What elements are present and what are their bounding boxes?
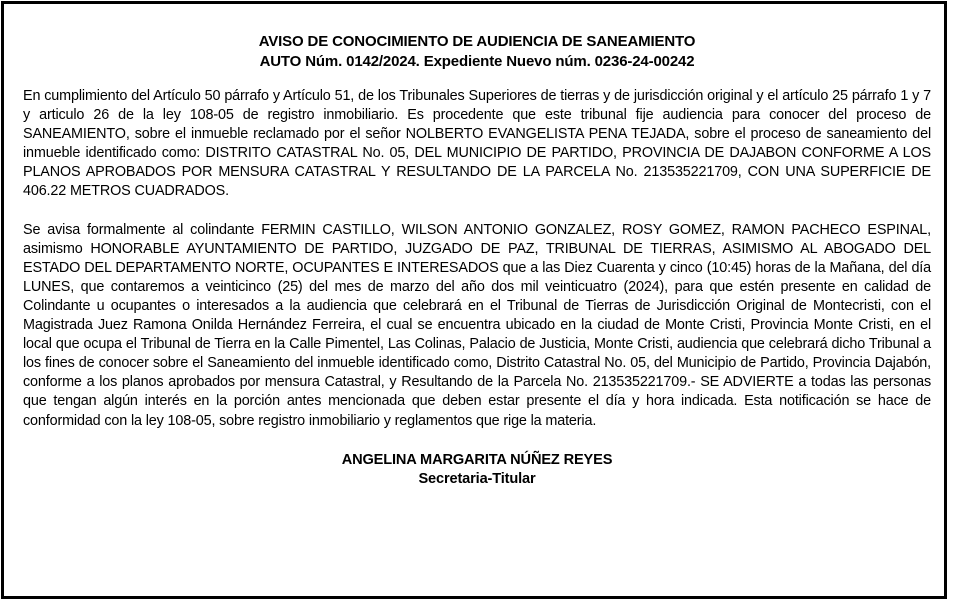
- notice-paragraph-1: En cumplimiento del Artículo 50 párrafo y Artículo 51, de los Tribunales Superiores de tierras y de jurisdicción original y el artículo 25 párrafo 1 y 7 y articulo 26 de la ley 108-05 de registro inmobiliario. Es procedente que este tribunal fije audiencia para conocer del proceso de SANEAMIENTO, sobre el inmueble reclamado por el señor NOLBERTO EVANGELISTA PENA TEJADA, sobre el proceso de saneamiento del inmueble identificado como: DISTRITO CATASTRAL No. 05, DEL MUNICIPIO DE PARTIDO, PROVINCIA DE DAJABON CONFORME A LOS PLANOS APROBADOS POR MENSURA CATASTRAL Y RESULTANDO DE LA PARCELA No. 213535221709, CON UNA SUPERFICIE DE 406.22 METROS CUADRADOS.: [23, 88, 931, 200]
- notice-content: [23, 32, 931, 489]
- notice-title-line-1: AVISO DE CONOCIMIENTO DE AUDIENCIA DE SANEAMIENTO: [258, 33, 696, 50]
- signatory-title: Secretaria-Titular: [418, 470, 536, 487]
- signatory-name: ANGELINA MARGARITA NÚÑEZ REYES: [341, 451, 613, 468]
- notice-title-line-2: AUTO Núm. 0142/2024. Expediente Nuevo núm. 0236-24-00242: [259, 53, 695, 70]
- notice-title: [23, 32, 931, 72]
- notice-paragraph-2: Se avisa formalmente al colindante FERMIN CASTILLO, WILSON ANTONIO GONZALEZ, ROSY GOMEZ, RAMON PACHECO ESPINAL, asimismo HONORABLE AYUNTAMIENTO DE PARTIDO, JUZGADO DE PAZ, TRIBUNAL DE TIERRAS, ASIMISMO AL ABOGADO DEL ESTADO DEL DEPARTAMENTO NORTE, OCUPANTES E INTERESADOS que a las Diez Cuarenta y cinco (10:45) horas de la Mañana, del día LUNES, que contaremos a veinticinco (25) del mes de marzo del año dos mil veinticuatro (2024), para que estén presente en calidad de Colindante u ocupantes o interesados a la audiencia que celebrará en el Tribunal de Tierras de Jurisdicción Original de Montecristi, con el Magistrada Juez Ramona Onilda Hernández Ferreira, el cual se encuentra ubicado en la ciudad de Monte Cristi, Provincia Monte Cristi, en el local que ocupa el Tribunal de Tierra en la Calle Pimentel, Las Colinas, Palacio de Justicia, Monte Cristi, audiencia que celebrará dicho Tribunal a los fines de conocer sobre el Saneamiento del inmueble identificado como, Distrito Catastral No. 05, del Municipio de Partido, Provincia Dajabón, conforme a los planos aprobados por mensura Catastral, y Resultando de la Parcela No. 213535221709.- SE ADVIERTE a todas las personas que tengan algún interés en la porción antes mencionada que deben estar presente el día y hora indicada. Esta notificación se hace de conformidad con la ley 108-05, sobre registro inmobiliario y reglamentos que rige la materia.: [23, 221, 931, 429]
- notice-frame: [1, 1, 947, 599]
- signature-block: [23, 451, 931, 489]
